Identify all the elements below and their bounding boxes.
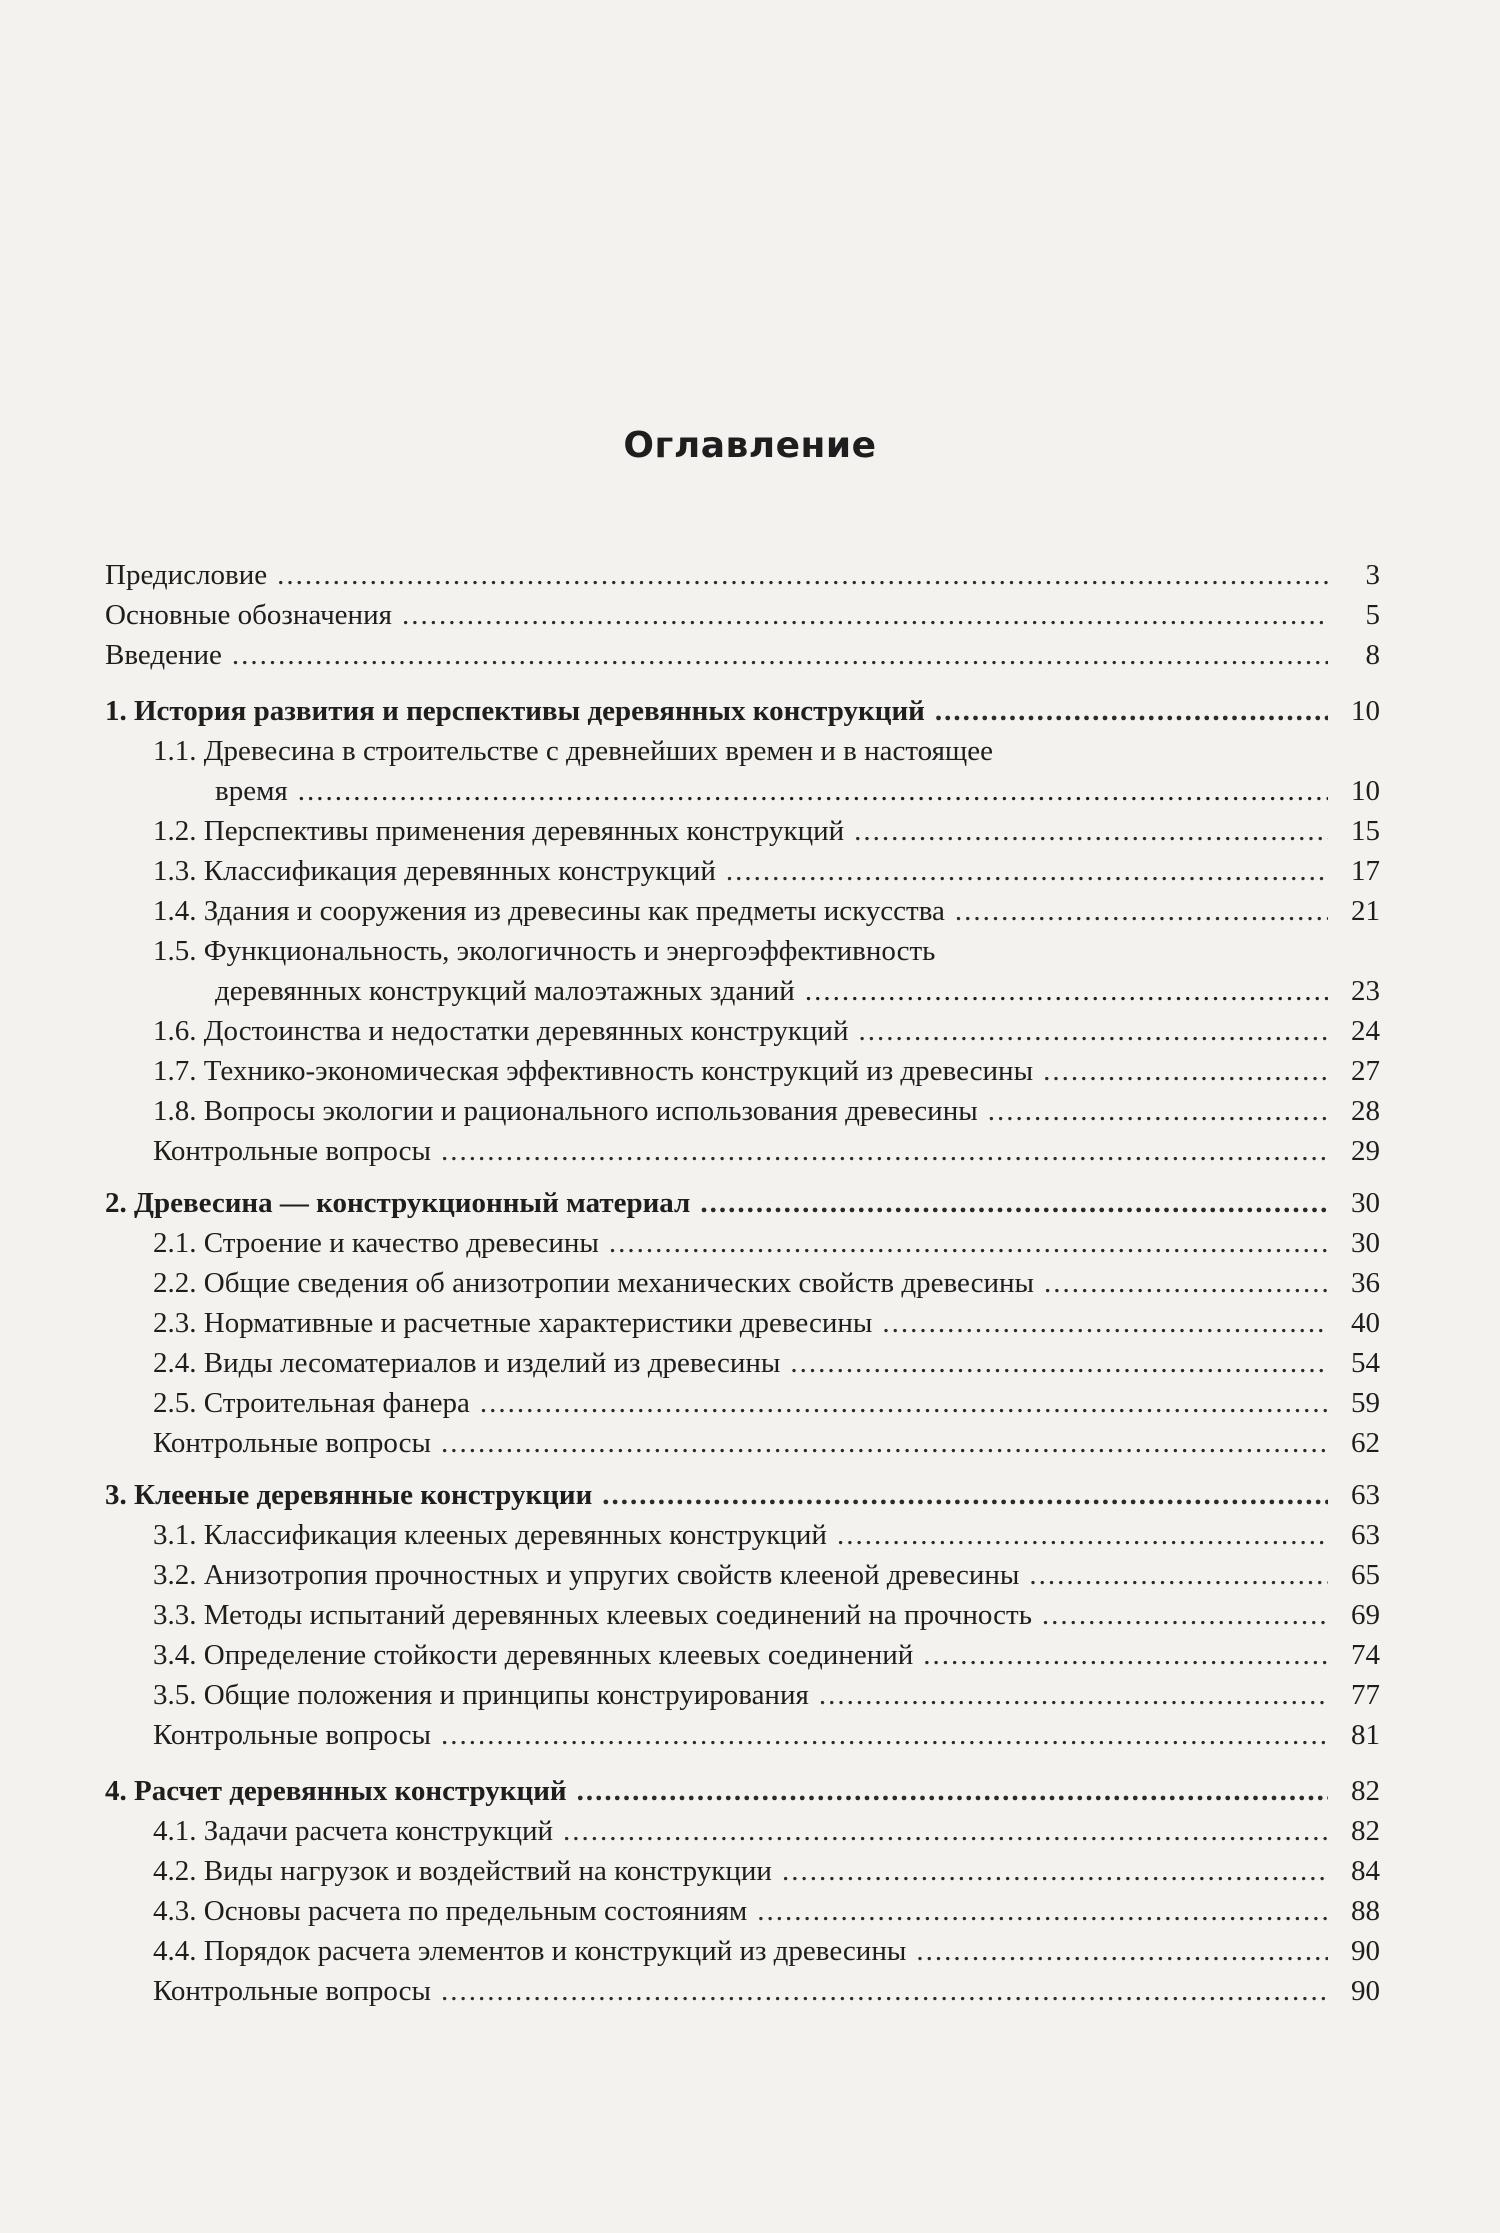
toc-section-4-1: [105, 1811, 1380, 1851]
toc-entry-text: 1.7. Технико-экономическая эффективность конструкций из древесины: [153, 1055, 1034, 1087]
toc-entry-text: 4.3. Основы расчета по предельным состояниям: [153, 1895, 748, 1927]
leader-dots: [563, 1811, 1328, 1851]
toc-entry-text-continued: время: [215, 775, 288, 807]
toc-page-number: 15: [1351, 815, 1380, 847]
toc-section-2-2: [105, 1263, 1380, 1303]
toc-entry-text: 4.4. Порядок расчета элементов и конструкций из древесины: [153, 1935, 907, 1967]
toc-page-number: 10: [1351, 695, 1380, 727]
page-title: Оглавление: [623, 425, 877, 466]
leader-dots: [1044, 1263, 1328, 1303]
toc-review-questions-2: [105, 1423, 1380, 1463]
toc-entry-text: 2.3. Нормативные и расчетные характеристики древесины: [153, 1307, 873, 1339]
toc-section-4-2: [105, 1851, 1380, 1891]
table-of-contents: [105, 555, 1380, 2011]
toc-section-3-5: [105, 1675, 1380, 1715]
toc-entry-text: 1.5. Функциональность, экологичность и энергоэффективность: [153, 935, 936, 967]
toc-chapter-4: [105, 1771, 1380, 1811]
leader-dots: [609, 1223, 1328, 1263]
toc-section-1-6: [105, 1011, 1380, 1051]
leader-dots: [757, 1891, 1328, 1931]
toc-entry-text: 2.2. Общие сведения об анизотропии механических свойств древесины: [153, 1267, 1035, 1299]
toc-entry-text: 3.3. Методы испытаний деревянных клеевых соединений на прочность: [153, 1599, 1032, 1631]
toc-entry-text-continued: деревянных конструкций малоэтажных зданий: [215, 975, 795, 1007]
toc-review-questions-3: [105, 1715, 1380, 1755]
leader-dots: [1042, 1595, 1328, 1635]
toc-chapter-3: [105, 1475, 1380, 1515]
leader-dots: [402, 595, 1328, 635]
leader-dots: [602, 1475, 1328, 1515]
toc-page-number: 82: [1351, 1815, 1380, 1847]
toc-entry-text: 1.6. Достоинства и недостатки деревянных конструкций: [153, 1015, 849, 1047]
toc-entry-text: Основные обозначения: [105, 599, 392, 631]
toc-page-number: 90: [1351, 1935, 1380, 1967]
toc-entry-text: 3.1. Классификация клееных деревянных конструкций: [153, 1519, 827, 1551]
toc-entry-text: 2.5. Строительная фанера: [153, 1387, 470, 1419]
toc-section-1-4: [105, 891, 1380, 931]
toc-chapter-2: [105, 1183, 1380, 1223]
leader-dots: [441, 1131, 1328, 1171]
toc-page-number: 36: [1351, 1267, 1380, 1299]
toc-page-number: 81: [1351, 1719, 1380, 1751]
toc-entry-text: 2.4. Виды лесоматериалов и изделий из древесины: [153, 1347, 781, 1379]
leader-dots: [854, 811, 1328, 851]
toc-page-number: 63: [1351, 1519, 1380, 1551]
toc-section-3-3: [105, 1595, 1380, 1635]
leader-dots: [916, 1931, 1328, 1971]
toc-page-number: 30: [1351, 1227, 1380, 1259]
toc-page-number: 63: [1351, 1479, 1380, 1511]
toc-entry-text: Предисловие: [105, 559, 268, 591]
toc-page-number: 54: [1351, 1347, 1380, 1379]
leader-dots: [1029, 1555, 1328, 1595]
toc-section-4-4: [105, 1931, 1380, 1971]
toc-page-number: 77: [1351, 1679, 1380, 1711]
toc-page-number: 59: [1351, 1387, 1380, 1419]
toc-page-number: 21: [1351, 895, 1380, 927]
toc-page-number: 28: [1351, 1095, 1380, 1127]
leader-dots: [988, 1091, 1328, 1131]
leader-dots: [232, 635, 1328, 675]
toc-section-2-4: [105, 1343, 1380, 1383]
toc-section-1-2: [105, 811, 1380, 851]
leader-dots: [882, 1303, 1328, 1343]
leader-dots: [955, 891, 1328, 931]
leader-dots: [782, 1851, 1328, 1891]
toc-entry-text: 2.1. Строение и качество древесины: [153, 1227, 599, 1259]
toc-entry-preface: [105, 555, 1380, 595]
toc-page-number: 40: [1351, 1307, 1380, 1339]
leader-dots: [819, 1675, 1328, 1715]
toc-entry-text: 1.8. Вопросы экологии и рационального использования древесины: [153, 1095, 978, 1127]
toc-section-1-1: [105, 731, 1380, 811]
toc-section-2-5: [105, 1383, 1380, 1423]
leader-dots: [480, 1383, 1328, 1423]
toc-entry-text: Контрольные вопросы: [153, 1427, 431, 1459]
toc-entry-introduction: [105, 635, 1380, 675]
toc-entry-text: Контрольные вопросы: [153, 1135, 431, 1167]
toc-page-number: 17: [1351, 855, 1380, 887]
leader-dots: [577, 1771, 1328, 1811]
toc-entry-text: Введение: [105, 639, 222, 671]
toc-entry-text: 1.1. Древесина в строительстве с древнейших времен и в настоящее: [153, 735, 993, 767]
toc-page-number: 62: [1351, 1427, 1380, 1459]
toc-section-3-2: [105, 1555, 1380, 1595]
toc-page-number: 23: [1351, 975, 1380, 1007]
toc-entry-text: 4.2. Виды нагрузок и воздействий на конструкции: [153, 1855, 772, 1887]
toc-page-number: 90: [1351, 1975, 1380, 2007]
toc-entry-text: Контрольные вопросы: [153, 1975, 431, 2007]
leader-dots: [277, 555, 1328, 595]
leader-dots: [441, 1715, 1328, 1755]
leader-dots: [441, 1423, 1328, 1463]
toc-page-number: 8: [1365, 639, 1380, 671]
toc-chapter-title: 2. Древесина — конструкционный материал: [105, 1187, 691, 1219]
toc-page-number: 5: [1365, 599, 1380, 631]
toc-page-number: 29: [1351, 1135, 1380, 1167]
toc-section-3-4: [105, 1635, 1380, 1675]
leader-dots: [790, 1343, 1328, 1383]
leader-dots: [441, 1971, 1328, 2011]
toc-page-number: 74: [1351, 1639, 1380, 1671]
toc-section-3-1: [105, 1515, 1380, 1555]
toc-page-number: 84: [1351, 1855, 1380, 1887]
leader-dots: [805, 971, 1328, 1011]
toc-page-number: 82: [1351, 1775, 1380, 1807]
toc-page-number: 24: [1351, 1015, 1380, 1047]
leader-dots: [1043, 1051, 1328, 1091]
toc-chapter-title: 1. История развития и перспективы деревянных конструкций: [105, 695, 925, 727]
toc-section-2-3: [105, 1303, 1380, 1343]
toc-page-number: 30: [1351, 1187, 1380, 1219]
toc-chapter-title: 3. Клееные деревянные конструкции: [105, 1479, 593, 1511]
toc-section-4-3: [105, 1891, 1380, 1931]
leader-dots: [923, 1635, 1328, 1675]
leader-dots: [837, 1515, 1328, 1555]
toc-chapter-title: 4. Расчет деревянных конструкций: [105, 1775, 567, 1807]
toc-section-1-5: [105, 931, 1380, 1011]
toc-section-1-8: [105, 1091, 1380, 1131]
toc-entry-text: 1.3. Классификация деревянных конструкций: [153, 855, 716, 887]
toc-entry-text: 3.4. Определение стойкости деревянных клеевых соединений: [153, 1639, 914, 1671]
toc-page-number: 65: [1351, 1559, 1380, 1591]
toc-page-number: 69: [1351, 1599, 1380, 1631]
leader-dots: [726, 851, 1328, 891]
leader-dots: [935, 691, 1328, 731]
toc-review-questions-4: [105, 1971, 1380, 2011]
leader-dots: [858, 1011, 1328, 1051]
toc-section-1-3: [105, 851, 1380, 891]
toc-section-1-7: [105, 1051, 1380, 1091]
toc-page-number: 88: [1351, 1895, 1380, 1927]
leader-dots: [298, 771, 1328, 811]
toc-review-questions-1: [105, 1131, 1380, 1171]
toc-entry-text: 3.2. Анизотропия прочностных и упругих свойств клееной древесины: [153, 1559, 1020, 1591]
toc-page-number: 10: [1351, 775, 1380, 807]
toc-entry-text: Контрольные вопросы: [153, 1719, 431, 1751]
toc-entry-text: 3.5. Общие положения и принципы конструирования: [153, 1679, 809, 1711]
toc-entry-text: 1.4. Здания и сооружения из древесины как предметы искусства: [153, 895, 945, 927]
toc-chapter-1: [105, 691, 1380, 731]
toc-page-number: 3: [1365, 559, 1380, 591]
toc-page-number: 27: [1351, 1055, 1380, 1087]
toc-entry-text: 4.1. Задачи расчета конструкций: [153, 1815, 554, 1847]
toc-entry-text: 1.2. Перспективы применения деревянных конструкций: [153, 815, 845, 847]
toc-section-2-1: [105, 1223, 1380, 1263]
leader-dots: [700, 1183, 1328, 1223]
toc-entry-notation: [105, 595, 1380, 635]
